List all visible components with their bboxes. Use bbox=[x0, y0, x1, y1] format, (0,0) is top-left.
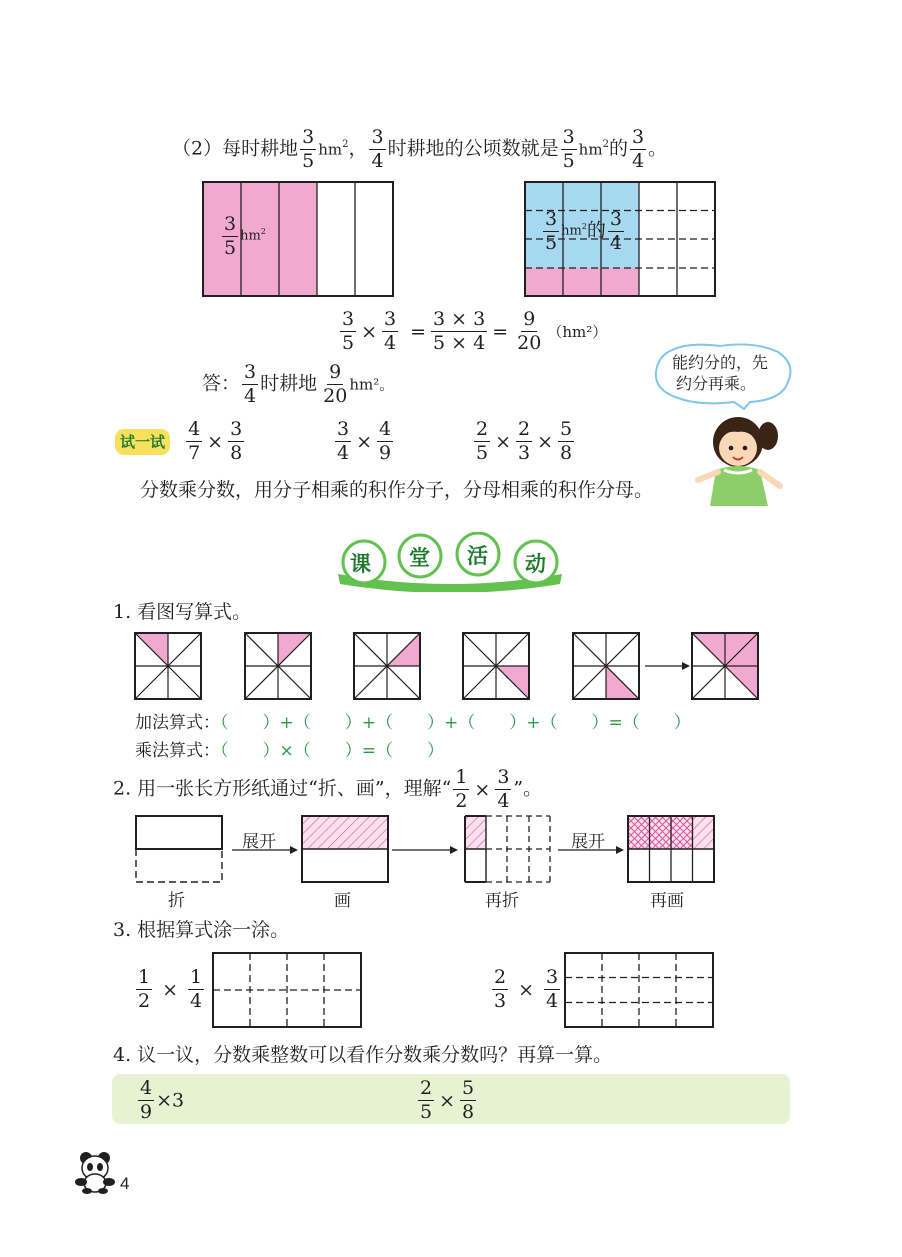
of-text: 的 bbox=[586, 219, 606, 242]
fraction bbox=[335, 420, 351, 463]
panda-icon bbox=[72, 1148, 118, 1194]
numerator: 3 bbox=[545, 208, 558, 230]
caption-fold: 折 bbox=[168, 891, 185, 911]
equals-sign: = bbox=[492, 320, 509, 343]
square-4 bbox=[463, 633, 529, 699]
speech-line: 能约分的，先 bbox=[672, 353, 769, 372]
denominator: 20 bbox=[517, 332, 542, 354]
numerator: 5 bbox=[462, 1077, 475, 1099]
fraction bbox=[418, 1079, 434, 1122]
equals-sign: = bbox=[410, 320, 427, 343]
fraction bbox=[228, 420, 244, 463]
mul-expression-blanks[interactable]: （ ）×（ ）=（ ） bbox=[220, 741, 444, 761]
try-problem-2 bbox=[333, 420, 395, 463]
q1-diagrams bbox=[134, 632, 774, 702]
unfold-label: 展开 bbox=[242, 832, 276, 852]
numerator: 1 bbox=[455, 766, 468, 788]
denominator: 5 bbox=[342, 332, 355, 354]
part2-label: （2）每时耕地 bbox=[172, 137, 299, 160]
answer-mid: 时耕地 bbox=[260, 372, 318, 395]
denominator: 5 bbox=[302, 150, 315, 172]
fraction bbox=[544, 968, 560, 1011]
fraction bbox=[495, 768, 511, 811]
denominator: 4 bbox=[244, 385, 257, 407]
fraction bbox=[300, 128, 316, 171]
q1-mul-line bbox=[135, 736, 444, 761]
fraction bbox=[453, 768, 469, 811]
q1-add-line bbox=[135, 708, 691, 733]
denominator: 4 bbox=[384, 332, 397, 354]
numerator: 2 bbox=[476, 418, 489, 440]
numerator: 4 bbox=[188, 418, 201, 440]
unit: hm bbox=[561, 223, 582, 239]
denominator: 5 bbox=[476, 442, 489, 464]
numerator: 3 bbox=[546, 966, 559, 988]
caption-redraw: 再画 bbox=[650, 891, 684, 911]
square-result bbox=[692, 633, 758, 699]
redraw-paper bbox=[628, 816, 714, 882]
rule-text: 分数乘分数，用分子相乘的积作分子，分母相乘的积作分母。 bbox=[140, 479, 654, 501]
q3-grid-1[interactable] bbox=[212, 952, 362, 1028]
arrow bbox=[392, 846, 458, 854]
q3-title: 3. 根据算式涂一涂。 bbox=[113, 919, 290, 941]
fraction bbox=[474, 420, 490, 463]
times-sign: × bbox=[439, 1089, 456, 1112]
denominator: 8 bbox=[560, 442, 573, 464]
numerator: 3 bbox=[244, 361, 257, 383]
q4-title: 4. 议一议，分数乘整数可以看作分数乘分数吗？再算一算。 bbox=[113, 1044, 613, 1066]
q2-title-pre: 2. 用一张长方形纸通过“折、画”，理解“ bbox=[113, 777, 452, 800]
fraction bbox=[460, 1079, 476, 1122]
activity-char: 课 bbox=[350, 551, 371, 576]
denominator: 5 bbox=[224, 237, 237, 259]
denominator: 9 bbox=[140, 1101, 153, 1123]
fraction bbox=[516, 420, 532, 463]
fraction bbox=[242, 363, 258, 406]
fraction bbox=[543, 210, 559, 253]
denominator: 9 bbox=[379, 442, 392, 464]
numerator: 3 bbox=[337, 418, 350, 440]
caption-refold: 再折 bbox=[485, 891, 519, 911]
q4-expr-1 bbox=[136, 1079, 184, 1122]
square-2 bbox=[245, 633, 311, 699]
denominator: 2 bbox=[455, 790, 468, 812]
q3-expr-2 bbox=[490, 968, 562, 1011]
add-expression-blanks[interactable]: （ ）+（ ）+（ ）+（ ）+（ ）=（ ） bbox=[220, 713, 691, 733]
denominator: 4 bbox=[371, 150, 384, 172]
speech-line: 约分再乘。 bbox=[676, 374, 757, 393]
part2-mid: 时耕地的公顷数就是 bbox=[387, 137, 559, 160]
numerator: 9 bbox=[523, 308, 536, 330]
add-label: 加法算式： bbox=[135, 713, 220, 733]
denominator: 4 bbox=[546, 990, 559, 1012]
activity-char: 动 bbox=[525, 551, 546, 576]
q2-title bbox=[113, 768, 542, 811]
fraction bbox=[558, 420, 574, 463]
times-sign: × bbox=[162, 978, 179, 1001]
try-it-row bbox=[115, 420, 246, 463]
sup: 2 bbox=[342, 139, 349, 151]
q3-expr-1 bbox=[134, 968, 206, 1011]
main-equation bbox=[338, 310, 607, 353]
square-5 bbox=[573, 633, 639, 699]
unit: hm bbox=[578, 140, 603, 159]
caption-draw: 画 bbox=[334, 891, 351, 911]
numerator: 3 bbox=[302, 126, 315, 148]
times-sign: × bbox=[474, 778, 491, 801]
end-punct: 。 bbox=[648, 137, 668, 160]
times-sign: × bbox=[207, 430, 224, 453]
fraction bbox=[492, 968, 508, 1011]
draw-paper bbox=[302, 816, 388, 882]
denominator: 5 × 4 bbox=[433, 332, 486, 354]
unit: （hm²） bbox=[547, 322, 608, 341]
eye bbox=[729, 446, 734, 451]
sup: 2 bbox=[260, 227, 266, 237]
q3-grid-2[interactable] bbox=[564, 952, 714, 1028]
girl-illustration bbox=[694, 408, 790, 508]
times-sign: × bbox=[518, 978, 535, 1001]
numerator: 2 bbox=[518, 418, 531, 440]
denominator: 4 bbox=[190, 990, 203, 1012]
face bbox=[719, 430, 757, 466]
denominator: 4 bbox=[497, 790, 510, 812]
q2-diagrams bbox=[134, 814, 718, 886]
numerator: 3 bbox=[562, 126, 575, 148]
numerator: 4 bbox=[379, 418, 392, 440]
numerator: 9 bbox=[329, 361, 342, 383]
activity-char: 活 bbox=[467, 543, 488, 568]
denominator: 4 bbox=[337, 442, 350, 464]
fraction bbox=[369, 128, 385, 171]
diagram2-label bbox=[541, 210, 626, 253]
denominator: 20 bbox=[323, 385, 348, 407]
numerator: 3 bbox=[224, 213, 237, 235]
speech-text bbox=[672, 352, 768, 394]
denominator: 8 bbox=[462, 1101, 475, 1123]
ponytail bbox=[758, 422, 778, 450]
fraction bbox=[630, 128, 646, 171]
fraction bbox=[186, 420, 202, 463]
fraction bbox=[340, 310, 356, 353]
denominator: 5 bbox=[420, 1101, 433, 1123]
numerator: 3 bbox=[230, 418, 243, 440]
arrow bbox=[645, 662, 690, 670]
part2-heading bbox=[172, 128, 667, 171]
fold-paper bbox=[136, 816, 222, 882]
answer-line bbox=[202, 363, 394, 406]
numerator: 3 bbox=[342, 308, 355, 330]
numerator: 3 bbox=[384, 308, 397, 330]
denominator: 3 bbox=[494, 990, 507, 1012]
fraction bbox=[222, 215, 238, 258]
fraction bbox=[138, 1079, 154, 1122]
times-sign: × bbox=[356, 430, 373, 453]
numerator: 1 bbox=[190, 966, 203, 988]
denominator: 8 bbox=[230, 442, 243, 464]
fraction bbox=[608, 210, 624, 253]
times-sign: × bbox=[361, 320, 378, 343]
refold-paper bbox=[465, 816, 550, 882]
fraction bbox=[377, 420, 393, 463]
q2-title-post: ”。 bbox=[513, 777, 543, 800]
sup: 2 bbox=[602, 139, 609, 151]
numerator: 3 bbox=[631, 126, 645, 148]
fraction bbox=[188, 968, 204, 1011]
unit: hm bbox=[240, 228, 261, 244]
sup: 2 bbox=[581, 222, 587, 232]
try-it-tag: 试一试 bbox=[115, 429, 170, 455]
times-sign: × bbox=[537, 430, 554, 453]
fraction bbox=[431, 310, 487, 353]
denominator: 2 bbox=[138, 990, 151, 1012]
pink-fill bbox=[525, 268, 639, 296]
fraction bbox=[517, 310, 541, 353]
eye bbox=[743, 446, 748, 451]
unit: hm²。 bbox=[349, 375, 395, 394]
fraction bbox=[136, 968, 152, 1011]
answer-prefix: 答： bbox=[202, 372, 241, 395]
numerator: 3 × 3 bbox=[433, 308, 486, 330]
square-1 bbox=[135, 633, 201, 699]
unit: hm bbox=[318, 140, 343, 159]
q4-expr-2 bbox=[416, 1079, 478, 1122]
numerator: 3 bbox=[371, 126, 384, 148]
denominator: 4 bbox=[609, 232, 622, 254]
activity-char: 堂 bbox=[409, 545, 430, 570]
numerator: 2 bbox=[494, 966, 507, 988]
denominator: 5 bbox=[545, 232, 558, 254]
unfold-label: 展开 bbox=[571, 832, 605, 852]
try-problem-3 bbox=[472, 420, 576, 463]
square-3 bbox=[354, 633, 420, 699]
times-three: ×3 bbox=[156, 1089, 185, 1112]
denominator: 4 bbox=[631, 150, 645, 172]
numerator: 4 bbox=[140, 1077, 153, 1099]
of-text: 的 bbox=[608, 137, 628, 160]
times-sign: × bbox=[495, 430, 512, 453]
fraction bbox=[561, 128, 577, 171]
numerator: 5 bbox=[560, 418, 573, 440]
denominator: 7 bbox=[188, 442, 201, 464]
page-number: 4 bbox=[120, 1174, 130, 1193]
diagram1-label bbox=[220, 215, 266, 258]
q1-title: 1. 看图写算式。 bbox=[113, 601, 252, 623]
separator: ， bbox=[348, 137, 368, 160]
numerator: 3 bbox=[609, 208, 622, 230]
denominator: 5 bbox=[562, 150, 575, 172]
fraction bbox=[382, 310, 398, 353]
mul-label: 乘法算式： bbox=[135, 741, 220, 761]
denominator: 3 bbox=[518, 442, 531, 464]
fraction bbox=[323, 363, 347, 406]
numerator: 2 bbox=[420, 1077, 433, 1099]
numerator: 1 bbox=[138, 966, 151, 988]
numerator: 3 bbox=[497, 766, 510, 788]
